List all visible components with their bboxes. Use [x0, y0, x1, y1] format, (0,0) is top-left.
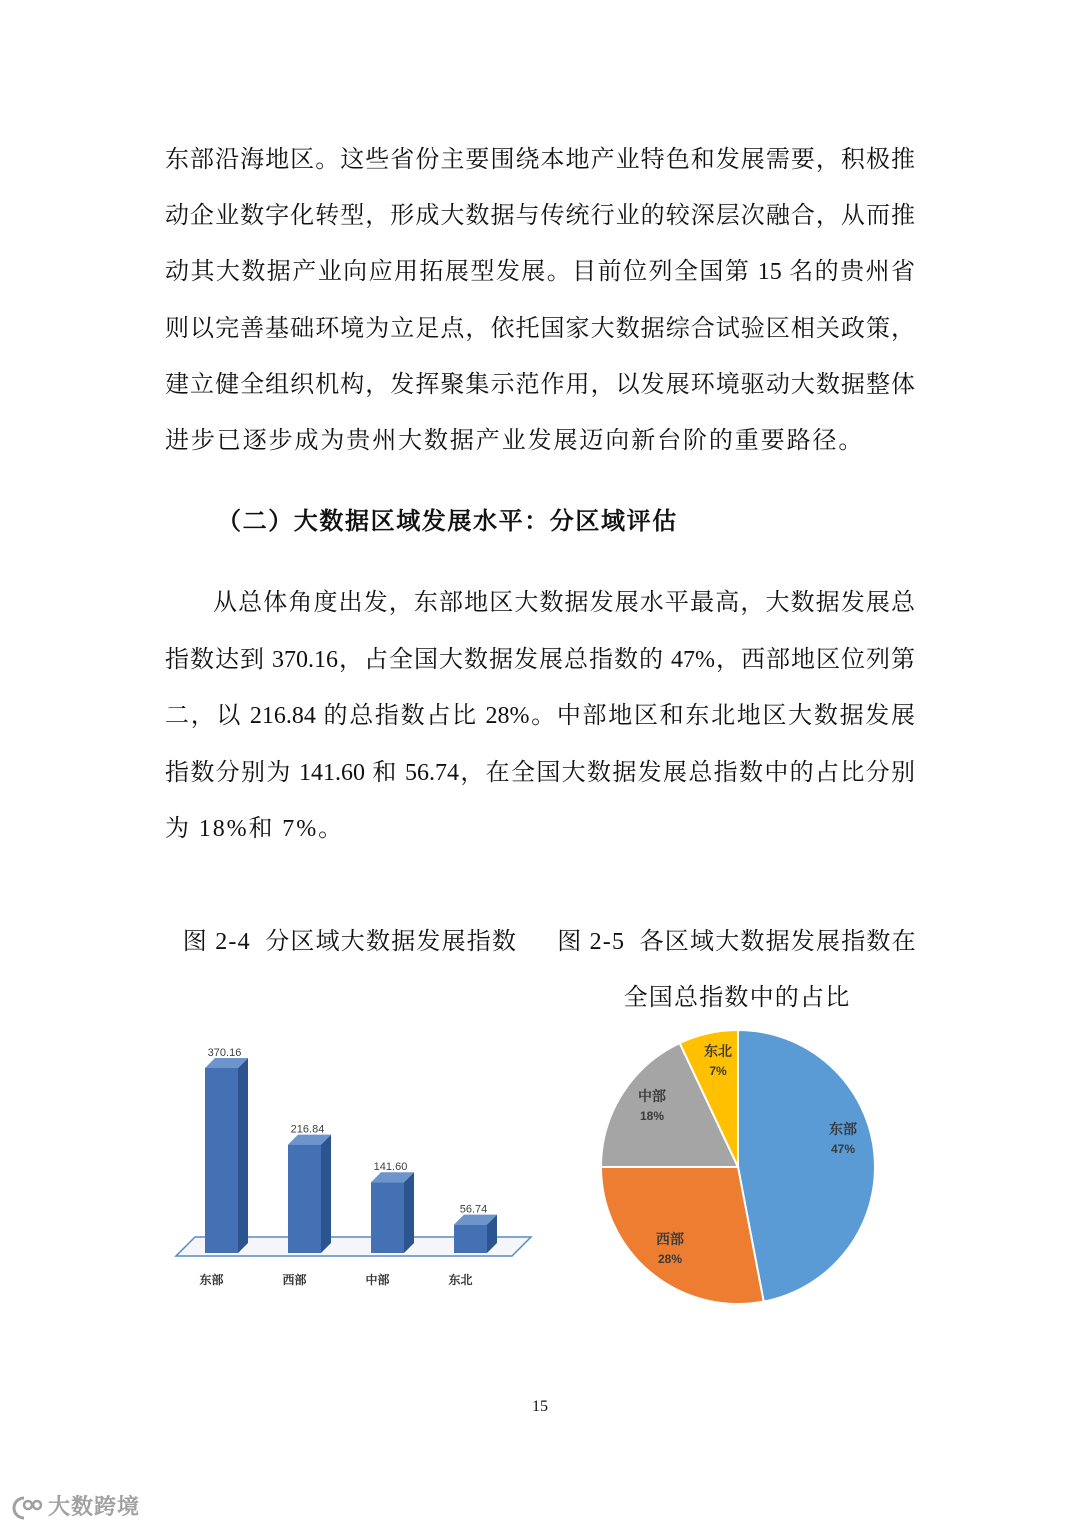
bar-side-2 — [404, 1172, 414, 1253]
paragraph-line: 进步已逐步成为贵州大数据产业发展迈向新台阶的重要路径。 — [165, 427, 865, 454]
paragraph-line: 指数分别为 141.60 和 56.74，在全国大数据发展总指数中的占比分别 — [165, 759, 915, 786]
watermark-logo-icon — [8, 1494, 44, 1522]
bar-value-label-1: 216.84 — [290, 1123, 325, 1136]
pie-label-name-0: 东部 — [829, 1122, 857, 1138]
bar-front-3 — [454, 1225, 487, 1253]
paragraph-line: 二，以 216.84 的总指数占比 28%。中部地区和东北地区大数据发展 — [165, 703, 915, 729]
pie-label-percent-2: 18% — [639, 1109, 665, 1123]
bar-side-0 — [238, 1058, 248, 1253]
bar-value-label-0: 370.16 — [207, 1047, 242, 1059]
caption-line: 全国总指数中的占比 — [623, 985, 851, 1011]
paragraph-line: 动其大数据产业向应用拓展型发展。目前位列全国第 15 名的贵州省 — [165, 259, 915, 286]
pie-slice-0 — [738, 1030, 875, 1302]
watermark-text: 大数跨境 — [48, 1495, 141, 1520]
figure-caption-2-4 — [140, 914, 560, 970]
paragraph-line: 为 18%和 7%。 — [165, 816, 344, 842]
paragraph-line: 动企业数字化转型，形成大数据与传统行业的较深层次融合，从而推 — [165, 203, 915, 230]
bar-value-label-3: 56.74 — [459, 1203, 488, 1216]
pie-label-name-3: 东北 — [704, 1044, 732, 1060]
pie-label-percent-3: 7% — [709, 1064, 727, 1078]
body-paragraph-1 — [165, 132, 915, 469]
body-paragraph-2 — [165, 575, 915, 858]
pie-label-name-1: 西部 — [656, 1232, 684, 1248]
pie-label-name-2: 中部 — [638, 1089, 666, 1105]
paragraph-line: 从总体角度出发，东部地区大数据发展水平最高，大数据发展总 — [213, 590, 915, 616]
bar-front-2 — [371, 1182, 404, 1253]
bar-2 — [371, 1172, 414, 1253]
paragraph-line: 东部沿海地区。这些省份主要围绕本地产业特色和发展需要，积极推 — [165, 147, 915, 173]
bar-value-label-2: 141.60 — [373, 1161, 408, 1174]
bar-3 — [454, 1215, 497, 1253]
section-heading: （二）大数据区域发展水平：分区域评估 — [217, 509, 678, 535]
page-number: 15 — [532, 1398, 548, 1415]
bar-side-1 — [321, 1135, 331, 1253]
bar-category-label-3: 东北 — [448, 1273, 473, 1287]
watermark — [8, 1493, 140, 1523]
bar-category-label-2: 中部 — [365, 1273, 390, 1287]
paragraph-line: 则以完善基础环境为立足点，依托国家大数据综合试验区相关政策， — [165, 315, 915, 342]
pie-chart — [590, 1020, 890, 1315]
figure-caption-2-5 — [527, 914, 947, 1026]
bar-1 — [288, 1135, 331, 1253]
paragraph-line: 建立健全组织机构，发挥聚集示范作用，以发展环境驱动大数据整体 — [165, 371, 915, 398]
paragraph-line: 指数达到 370.16，占全国大数据发展总指数的 47%，西部地区位列第 — [165, 646, 915, 673]
bar-front-1 — [288, 1145, 321, 1253]
bar-chart — [165, 1030, 545, 1300]
bar-front-0 — [205, 1068, 238, 1253]
bar-0 — [205, 1058, 248, 1253]
pie-label-percent-0: 47% — [830, 1142, 856, 1156]
bar-category-label-0: 东部 — [199, 1273, 224, 1287]
bar-category-label-1: 西部 — [282, 1273, 307, 1287]
pie-marks — [601, 1030, 875, 1304]
pie-label-percent-1: 28% — [657, 1252, 683, 1266]
caption-line: 图 2-4 分区域大数据发展指数 — [182, 929, 518, 955]
caption-line: 图 2-5 各区域大数据发展指数在 — [557, 929, 917, 955]
